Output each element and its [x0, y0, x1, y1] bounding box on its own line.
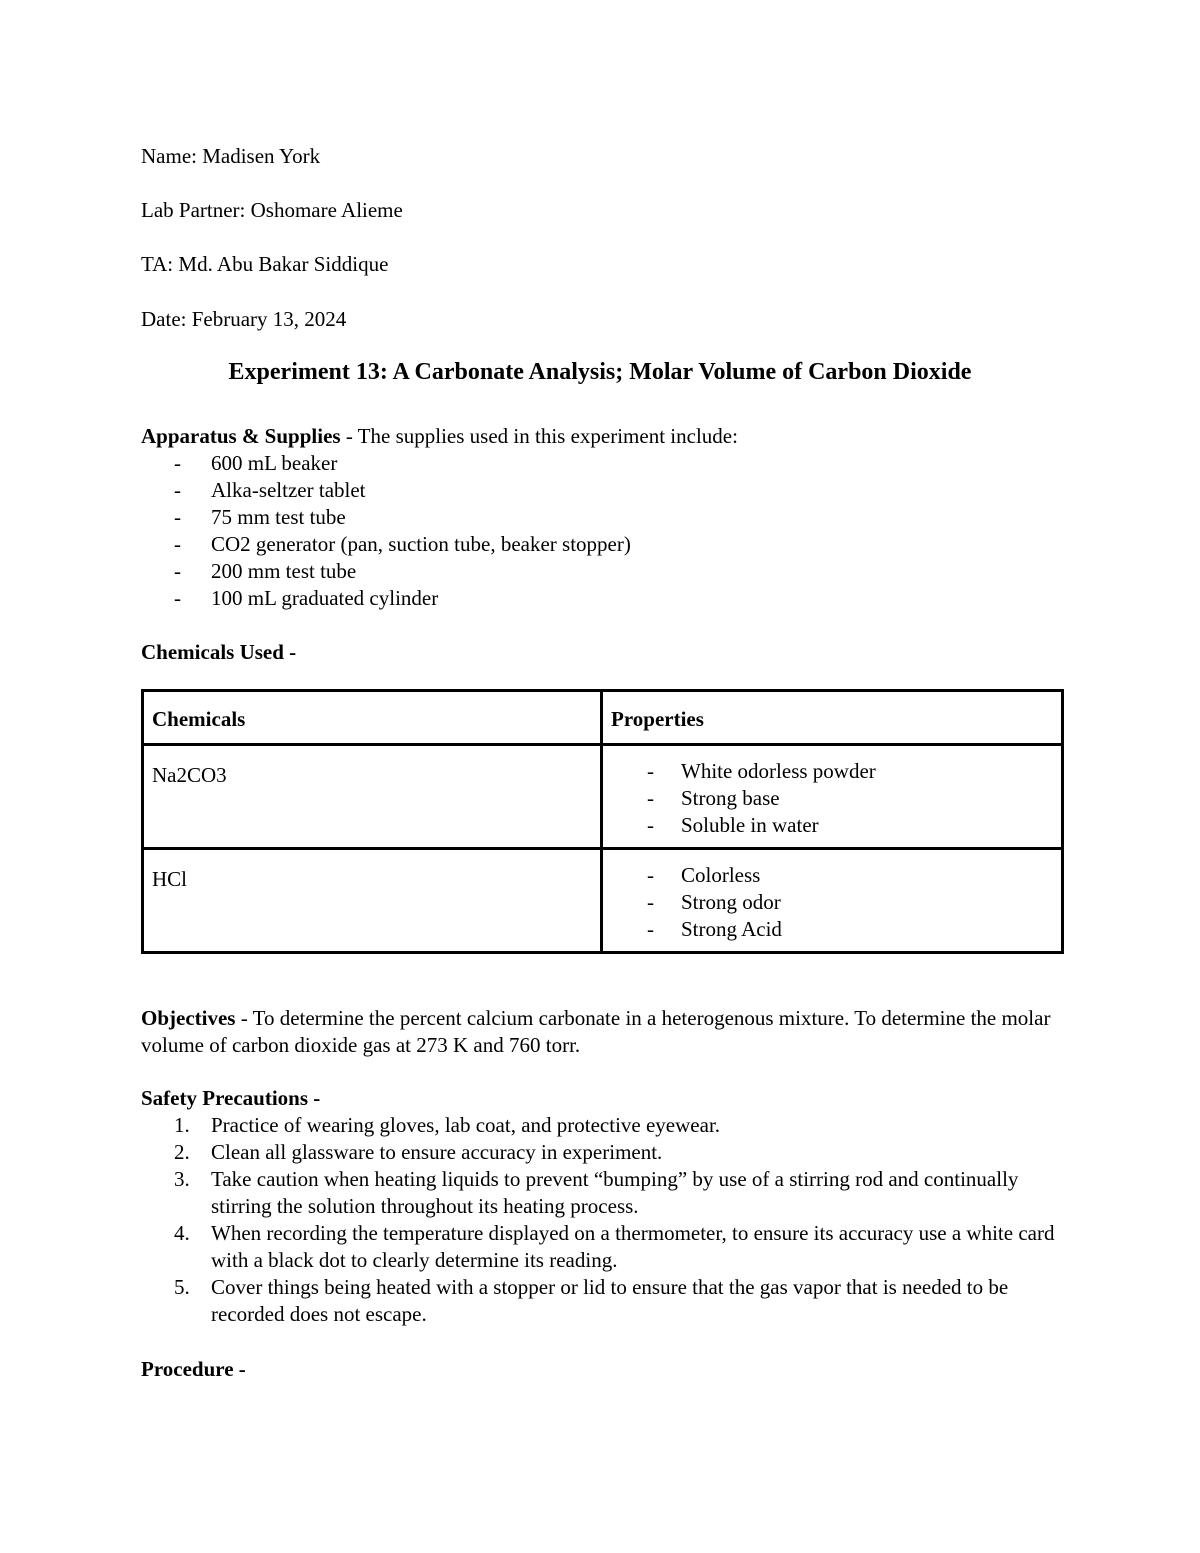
- list-dash: -: [174, 478, 181, 502]
- list-number: 1.: [174, 1113, 190, 1137]
- list-item: [141, 504, 631, 531]
- safety-list: [141, 1112, 1061, 1328]
- properties-cell: [602, 745, 1063, 849]
- list-item: [141, 1166, 1061, 1220]
- table-header-row: [143, 691, 1063, 745]
- list-item-text: Practice of wearing gloves, lab coat, and protective eyewear.: [211, 1113, 721, 1137]
- list-item-text: 100 mL graduated cylinder: [211, 586, 439, 610]
- table-row: [143, 849, 1063, 953]
- table-header-properties: Properties: [602, 691, 1063, 745]
- list-item: [141, 1220, 1061, 1274]
- table-row: [143, 745, 1063, 849]
- list-item-text: CO2 generator (pan, suction tube, beaker stopper): [211, 532, 631, 556]
- list-item-text: White odorless powder: [681, 759, 876, 783]
- list-item-text: Strong base: [681, 786, 780, 810]
- list-dash: -: [647, 813, 654, 837]
- list-item: [611, 889, 1053, 916]
- list-item-text: 200 mm test tube: [211, 559, 357, 583]
- apparatus-intro: - The supplies used in this experiment include:: [340, 424, 738, 448]
- apparatus-heading-line: [141, 423, 738, 450]
- chemical-cell: HCl: [143, 849, 602, 953]
- ta-line: TA: Md. Abu Bakar Siddique: [141, 252, 389, 276]
- list-dash: -: [647, 759, 654, 783]
- list-item-text: Alka-seltzer tablet: [211, 478, 366, 502]
- list-item-text: Take caution when heating liquids to prevent “bumping” by use of a stirring rod and continually stirring the solution throughout its heating process.: [211, 1167, 1019, 1218]
- list-dash: -: [174, 451, 181, 475]
- list-item-text: Cover things being heated with a stopper or lid to ensure that the gas vapor that is needed to be recorded does not escape.: [211, 1275, 1009, 1326]
- apparatus-heading: Apparatus & Supplies: [141, 424, 341, 448]
- list-item: [141, 531, 631, 558]
- list-number: 5.: [174, 1275, 190, 1299]
- list-item: [141, 1112, 1061, 1139]
- list-dash: -: [174, 559, 181, 583]
- list-dash: -: [174, 505, 181, 529]
- list-item-text: 600 mL beaker: [211, 451, 338, 475]
- lab-partner-line: Lab Partner: Oshomare Alieme: [141, 198, 403, 222]
- list-dash: -: [647, 890, 654, 914]
- list-dash: -: [174, 532, 181, 556]
- list-item-text: Clean all glassware to ensure accuracy in experiment.: [211, 1140, 663, 1164]
- list-item: [141, 1139, 1061, 1166]
- list-item: [141, 477, 631, 504]
- list-number: 2.: [174, 1140, 190, 1164]
- chemical-cell: Na2CO3: [143, 745, 602, 849]
- list-dash: -: [174, 586, 181, 610]
- list-number: 3.: [174, 1167, 190, 1191]
- apparatus-list: [141, 450, 631, 612]
- list-item-text: Colorless: [681, 863, 761, 887]
- list-item: [141, 585, 631, 612]
- list-item: [611, 812, 1053, 839]
- list-number: 4.: [174, 1221, 190, 1245]
- list-item: [611, 916, 1053, 943]
- list-dash: -: [647, 786, 654, 810]
- list-item: [141, 558, 631, 585]
- chemicals-heading: Chemicals Used -: [141, 640, 297, 664]
- list-item: [611, 758, 1053, 785]
- name-line: Name: Madisen York: [141, 144, 321, 168]
- list-dash: -: [647, 863, 654, 887]
- list-item: [141, 1274, 1061, 1328]
- objectives-text: - To determine the percent calcium carbonate in a heterogenous mixture. To determine the molar volume of carbon dioxide gas at 273 K and 760 torr.: [141, 1006, 1051, 1057]
- list-item-text: Soluble in water: [681, 813, 819, 837]
- chemicals-table: [141, 689, 1064, 954]
- list-dash: -: [647, 917, 654, 941]
- properties-cell: [602, 849, 1063, 953]
- list-item: [141, 450, 631, 477]
- table-header-chemicals: Chemicals: [143, 691, 602, 745]
- list-item-text: Strong Acid: [681, 917, 782, 941]
- list-item: [611, 785, 1053, 812]
- document-title: Experiment 13: A Carbonate Analysis; Molar Volume of Carbon Dioxide: [228, 359, 972, 385]
- objectives-heading: Objectives: [141, 1006, 236, 1030]
- safety-heading: Safety Precautions -: [141, 1086, 321, 1110]
- objectives-paragraph: [141, 1005, 1071, 1059]
- list-item-text: When recording the temperature displayed on a thermometer, to ensure its accuracy use a white card with a black dot to clearly determine its reading.: [211, 1221, 1055, 1272]
- properties-list: [611, 862, 1053, 943]
- properties-list: [611, 758, 1053, 839]
- procedure-heading: Procedure -: [141, 1357, 246, 1381]
- date-line: Date: February 13, 2024: [141, 307, 347, 331]
- list-item-text: 75 mm test tube: [211, 505, 346, 529]
- list-item-text: Strong odor: [681, 890, 781, 914]
- list-item: [611, 862, 1053, 889]
